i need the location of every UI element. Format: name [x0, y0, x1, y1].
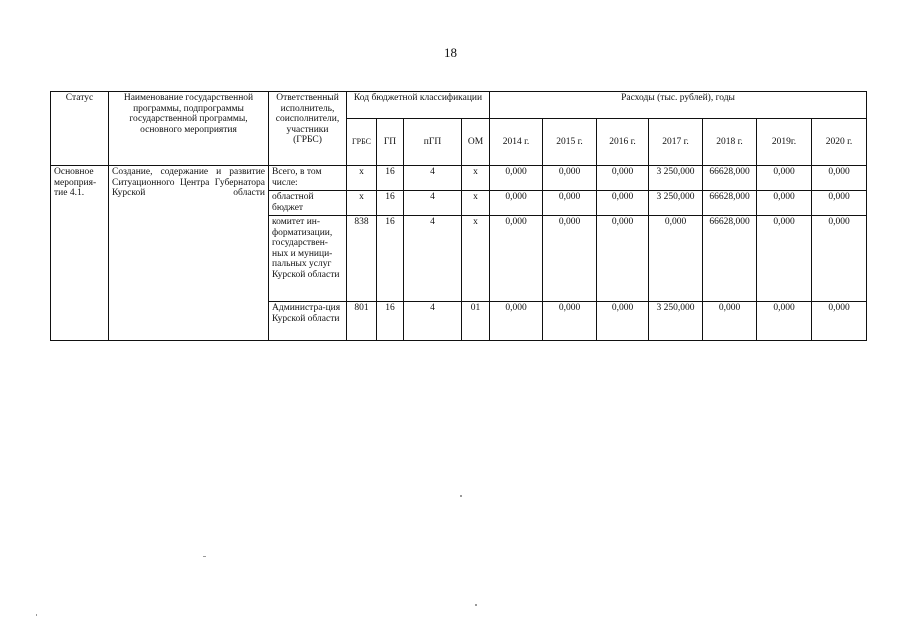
cell-value: 0,000 [543, 166, 597, 191]
header-row-top [51, 92, 867, 119]
cell-code: 16 [377, 191, 404, 216]
header-year-2020: 2020 г. [812, 119, 867, 166]
cell-value: 66628,000 [703, 166, 757, 191]
row-responsible: комитет ин-форматизации, государствен-ных и муници-пальных услуг Курской области [269, 216, 347, 302]
cell-code: х [462, 166, 490, 191]
cell-code: 4 [404, 166, 462, 191]
cell-code: х [347, 191, 377, 216]
header-budget-code: Код бюджетной классификации [347, 92, 490, 119]
cell-value: 0,000 [757, 166, 812, 191]
cell-value: 0,000 [703, 302, 757, 341]
cell-value: 66628,000 [703, 191, 757, 216]
header-code-om: ОМ [462, 119, 490, 166]
header-code-pgp: пГП [404, 119, 462, 166]
row-responsible: Всего, в том числе: [269, 166, 347, 191]
cell-code: х [462, 216, 490, 302]
cell-code: х [347, 166, 377, 191]
cell-code: 4 [404, 216, 462, 302]
budget-table [50, 91, 867, 341]
header-code-gp: ГП [377, 119, 404, 166]
row-status: Основное мероприя-тие 4.1. [51, 166, 109, 341]
header-expenses: Расходы (тыс. рублей), годы [490, 92, 867, 119]
cell-code: 16 [377, 216, 404, 302]
cell-value: 0,000 [757, 302, 812, 341]
cell-value: 0,000 [490, 302, 543, 341]
header-program-name: Наименование государственной программы, подпрограммы государственной программы, основного мероприятия [109, 92, 269, 166]
header-year-2018: 2018 г. [703, 119, 757, 166]
scan-speck [203, 556, 206, 557]
header-year-2016: 2016 г. [597, 119, 649, 166]
cell-code: 4 [404, 191, 462, 216]
header-status: Статус [51, 92, 109, 166]
cell-value: 0,000 [543, 191, 597, 216]
cell-value: 66628,000 [703, 216, 757, 302]
cell-value: 0,000 [597, 166, 649, 191]
cell-value: 0,000 [490, 216, 543, 302]
cell-value: 0,000 [812, 191, 867, 216]
cell-value: 3 250,000 [649, 302, 703, 341]
cell-code: 16 [377, 166, 404, 191]
cell-code: 16 [377, 302, 404, 341]
header-year-2017: 2017 г. [649, 119, 703, 166]
scan-speck [460, 495, 462, 497]
row-responsible: областной бюджет [269, 191, 347, 216]
cell-value: 3 250,000 [649, 191, 703, 216]
cell-value: 0,000 [543, 216, 597, 302]
cell-value: 0,000 [812, 216, 867, 302]
cell-value: 3 250,000 [649, 166, 703, 191]
cell-value: 0,000 [757, 191, 812, 216]
cell-value: 0,000 [649, 216, 703, 302]
cell-value: 0,000 [812, 166, 867, 191]
cell-code: 4 [404, 302, 462, 341]
cell-value: 0,000 [543, 302, 597, 341]
cell-value: 0,000 [490, 191, 543, 216]
cell-value: 0,000 [597, 216, 649, 302]
page-number: 18 [444, 45, 457, 60]
cell-code: х [462, 191, 490, 216]
cell-value: 0,000 [597, 302, 649, 341]
scan-speck [475, 604, 477, 606]
header-responsible: Ответственный исполнитель, соисполнители, участники (ГРБС) [269, 92, 347, 166]
cell-code: 01 [462, 302, 490, 341]
cell-value: 0,000 [812, 302, 867, 341]
header-code-grbs: ГРБС [347, 119, 377, 166]
cell-value: 0,000 [490, 166, 543, 191]
row-responsible: Администра-ция Курской области [269, 302, 347, 341]
header-year-2015: 2015 г. [543, 119, 597, 166]
cell-code: 801 [347, 302, 377, 341]
header-year-2019: 2019г. [757, 119, 812, 166]
header-year-2014: 2014 г. [490, 119, 543, 166]
row-program-name: Создание, содержание и развитие Ситуационного Центра Губернатора Курской области [109, 166, 269, 341]
cell-value: 0,000 [757, 216, 812, 302]
cell-code: 838 [347, 216, 377, 302]
scan-speck [36, 614, 37, 616]
table-row [51, 166, 867, 191]
cell-value: 0,000 [597, 191, 649, 216]
